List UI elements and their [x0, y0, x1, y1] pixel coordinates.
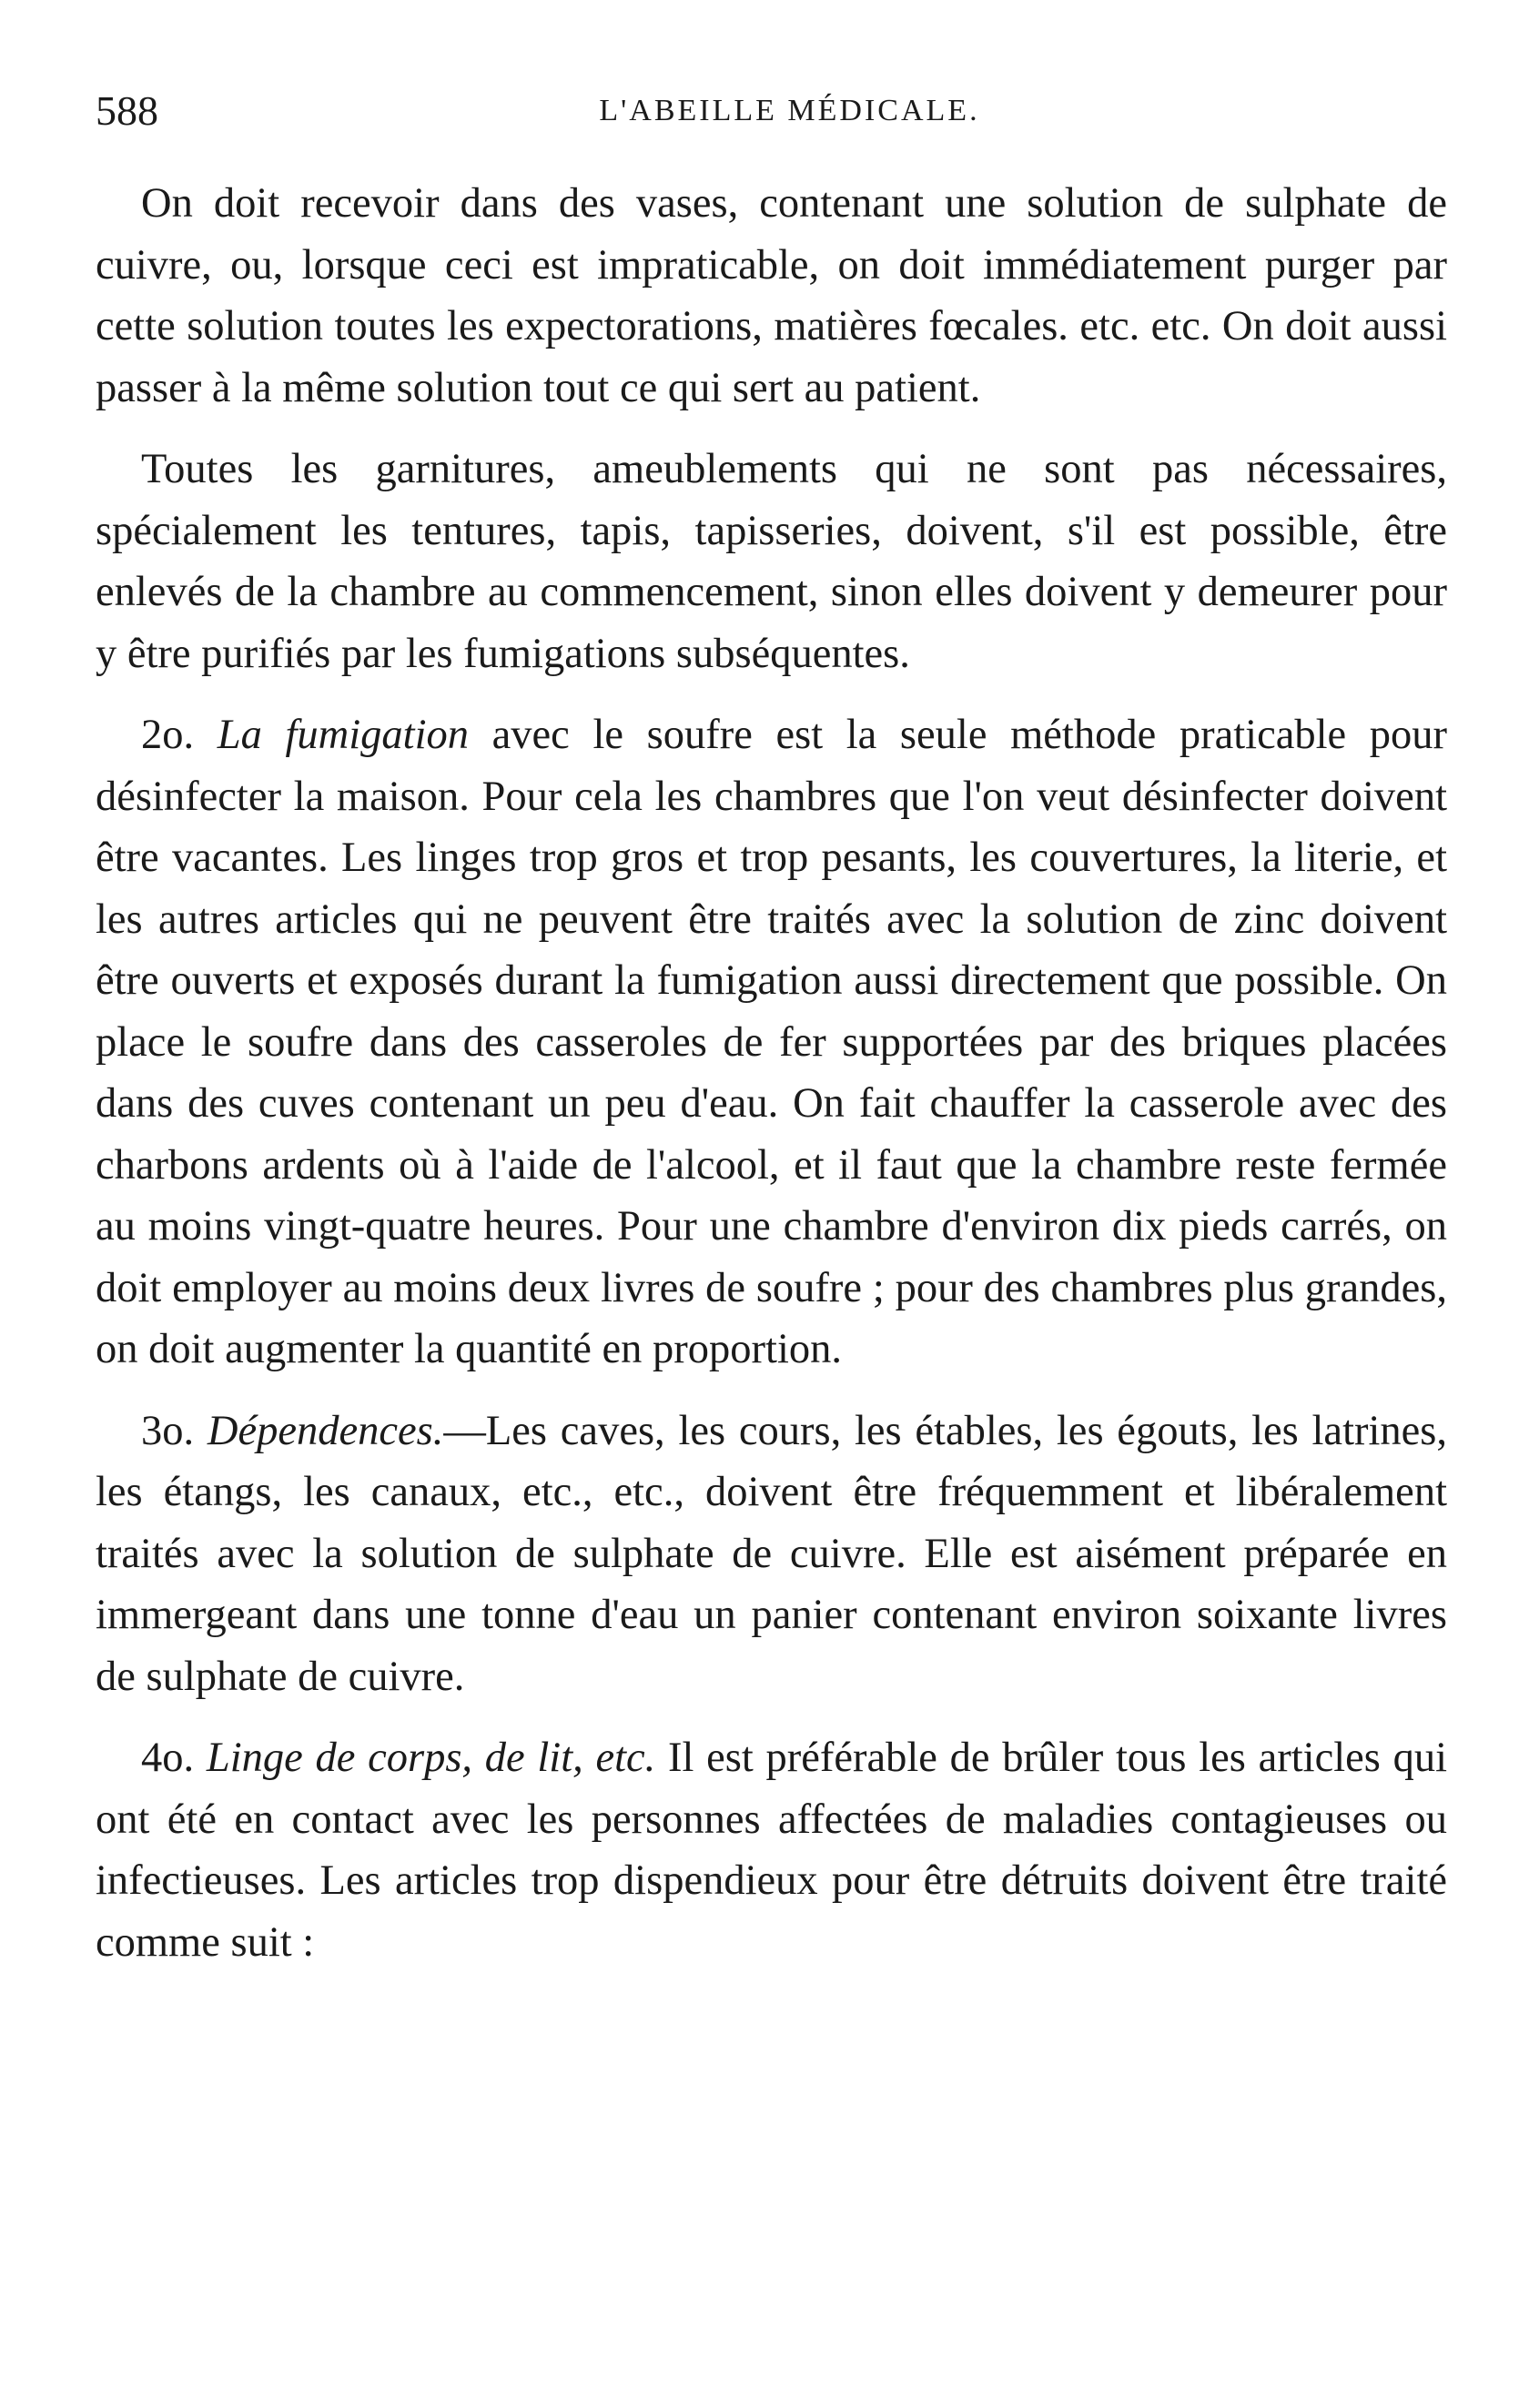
section-lead: La fumigation — [217, 712, 470, 758]
paragraph-fumigation — [96, 704, 1447, 1381]
paragraph-text: On doit recevoir dans des vases, contenant une solution de sulphate de cuivre, ou, lorsque ceci est impraticable, on doit immédiatement purger par cette solution toutes les expectorations, matières fœcales. etc. etc. On doit aussi passer à la même solution tout ce qui sert au patient. — [96, 180, 1447, 411]
paragraph-vases — [96, 173, 1447, 419]
running-header — [96, 84, 1447, 138]
journal-title: L'ABEILLE MÉDICALE. — [599, 94, 980, 127]
body-text — [96, 173, 1447, 1973]
paragraph-text: —Les caves, les cours, les étables, les égouts, les latrines, les étangs, les canaux, etc., etc., doivent être fréquemment et libéralement traités avec la solution de sulphate de cuivre. Elle est aisément préparée en immergeant dans une tonne d'eau un panier contenant environ soixante livres de sulphate de cuivre. — [96, 1407, 1448, 1700]
section-lead: Linge de corps, de lit, etc. — [206, 1735, 656, 1781]
page-number: 588 — [96, 87, 158, 134]
paragraph-linge — [96, 1727, 1447, 1973]
section-number: 4o. — [141, 1735, 195, 1781]
paragraph-dependences — [96, 1401, 1447, 1708]
paragraph-text: avec le soufre est la seule méthode praticable pour désinfecter la maison. Pour cela les chambres que l'on veut désinfecter doivent être vacantes. Les linges trop gros et trop pesants, les couvertures, la literie, et les autres articles qui ne peuvent être traités avec la solution de zinc doivent être ouverts et exposés durant la fumigation aussi directement que possible. On place le soufre dans des casseroles de fer supportées par des briques placées dans des cuves contenant un peu d'eau. On fait chauffer la casserole avec des charbons ardents où à l'aide de l'alcool, et il faut que la chambre reste fermée au moins vingt-quatre heures. Pour une chambre d'environ dix pieds carrés, on doit employer au moins deux livres de soufre ; pour des chambres plus grandes, on doit augmenter la quantité en proportion. — [96, 712, 1448, 1372]
paragraph-text: Toutes les garnitures, ameublements qui ne sont pas nécessaires, spécialement les tentures, tapis, tapisseries, doivent, s'il est possible, être enlevés de la chambre au commencement, sinon elles doivent y demeurer pour y être purifiés par les fumigations subséquentes. — [96, 446, 1447, 677]
section-lead: Dépendences. — [207, 1407, 444, 1454]
section-number: 2o. — [141, 712, 195, 758]
section-number: 3o. — [141, 1407, 195, 1454]
paragraph-text: Il est préférable de brûler tous les articles qui ont été en contact avec les personnes affectées de maladies contagieuses ou infectieuses. Les articles trop dispendieux pour être détruits doivent être traité comme suit : — [96, 1735, 1448, 1966]
paragraph-garnitures — [96, 439, 1447, 684]
